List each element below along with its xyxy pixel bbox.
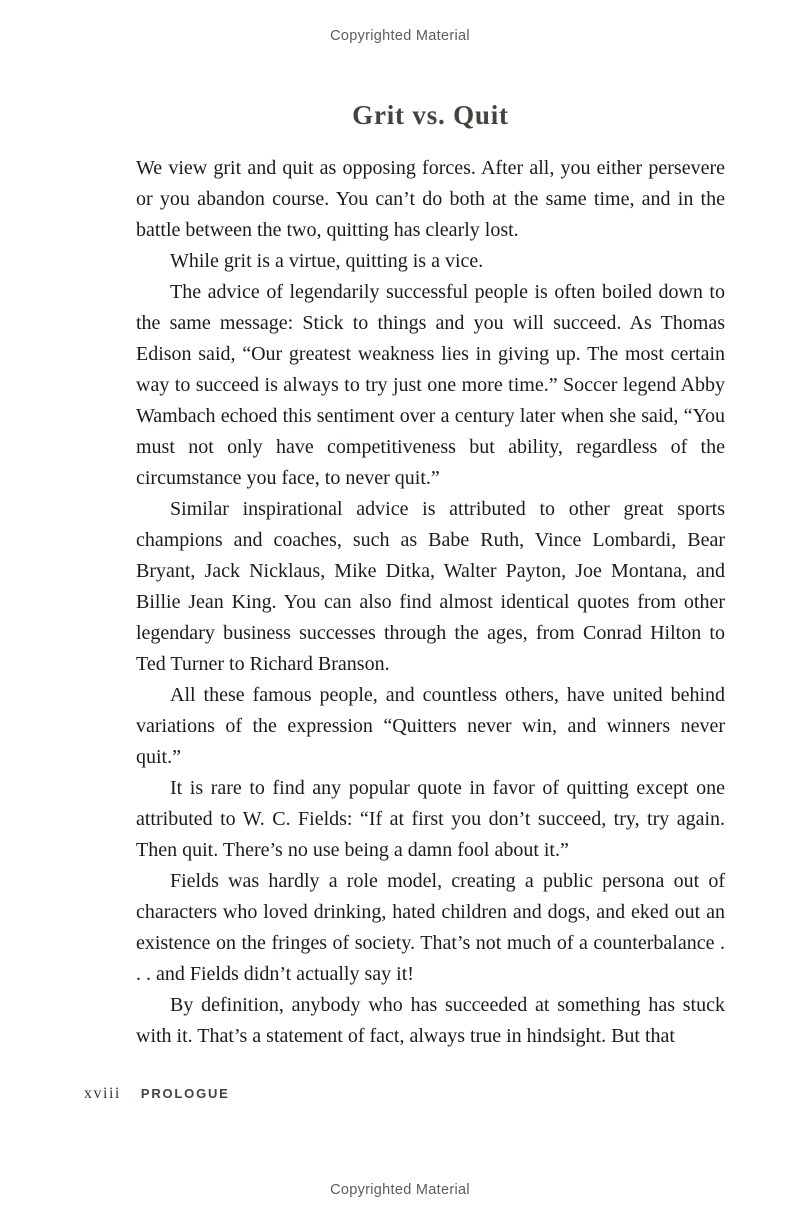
paragraph: Fields was hardly a role model, creating a public persona out of characters who loved drinking, hated children and dogs, and eked out an existence on the fringes of society. That’s not much of a counterbalance . . . and Fields didn’t actually say it!: [136, 870, 725, 985]
paragraph: While grit is a virtue, quitting is a vice.: [170, 250, 484, 272]
paragraph: All these famous people, and countless others, have united behind variations of the expression “Quitters never win, and winners never quit.”: [136, 684, 725, 768]
section-label: PROLOGUE: [140, 1086, 230, 1101]
page-footer: [84, 1085, 230, 1103]
paragraph: It is rare to find any popular quote in favor of quitting except one attributed to W. C. Fields: “If at first you don’t succeed, try, try again. Then quit. There’s no use being a damn fool about it.”: [136, 777, 725, 861]
paragraph: Similar inspirational advice is attributed to other great sports champions and coaches, such as Babe Ruth, Vince Lombardi, Bear Bryant, Jack Nicklaus, Mike Ditka, Walter Payton, Joe Montana, and Billie Jean King. You can also find almost identical quotes from other legendary business successes through the ages, from Conrad Hilton to Ted Turner to Richard Branson.: [136, 498, 725, 675]
paragraph: The advice of legendarily successful people is often boiled down to the same message: Stick to things and you will succeed. As Thomas Edison said, “Our greatest weakness lies in giving up. The most certain way to succeed is always to try just one more time.” Soccer legend Abby Wambach echoed this sentiment over a century later when she said, “You must not only have competitiveness but ability, regardless of the circumstance you face, to never quit.”: [136, 281, 725, 489]
body-text: [136, 153, 725, 1052]
paragraph: By definition, anybody who has succeeded at something has stuck with it. That’s a statement of fact, always true in hindsight. But that: [136, 994, 725, 1047]
page-number: xviii: [84, 1085, 121, 1102]
copyright-notice-top: Copyrighted Material: [330, 28, 470, 44]
chapter-title: Grit vs. Quit: [352, 100, 509, 130]
paragraph: We view grit and quit as opposing forces. After all, you either persevere or you abandon course. You can’t do both at the same time, and in the battle between the two, quitting has clearly lost.: [136, 157, 725, 241]
copyright-notice-bottom: Copyrighted Material: [330, 1182, 470, 1198]
